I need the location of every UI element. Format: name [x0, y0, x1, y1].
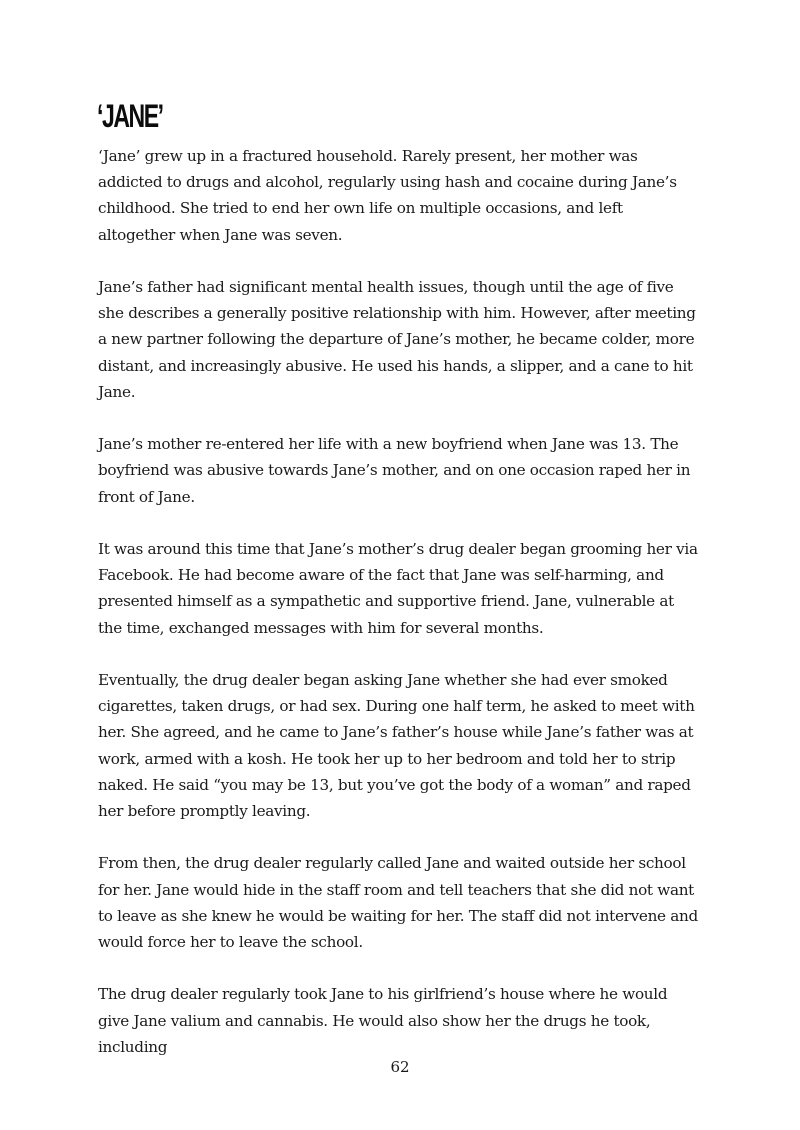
paragraph: Jane’s mother re-entered her life with a new boyfriend when Jane was 13. The boyfriend was abusive towards Jane’s mother, and on one occasion raped her in front of Jane. — [98, 435, 691, 506]
paragraph: Eventually, the drug dealer began asking Jane whether she had ever smoked cigarettes, taken drugs, or had sex. During one half term, he asked to meet with her. She agreed, and he came to Jane’s father’s house while Jane’s father was at work, armed with a kosh. He took her up to her bedroom and told her to strip naked. He said “you may be 13, but you’ve got the body of a woman” and raped her before promptly leaving. — [98, 671, 695, 821]
paragraph: Jane’s father had significant mental health issues, though until the age of five she describes a generally positive relationship with him. However, after meeting a new partner following the departure of Jane’s mother, he became colder, more distant, and increasingly abusive. He used his hands, a slipper, and a cane to hit Jane. — [98, 278, 696, 401]
paragraph: It was around this time that Jane’s mother’s drug dealer began grooming her via Facebook. He had become aware of the fact that Jane was self-harming, and presented himself as a sympathetic and supportive friend. Jane, vulnerable at the time, exchanged messages with him for several months. — [98, 540, 698, 637]
section-heading: ‘JANE’ — [97, 98, 163, 134]
paragraph: From then, the drug dealer regularly called Jane and waited outside her school for her. Jane would hide in the staff room and tell teachers that she did not want to leave as she knew he would be waiting for her. The staff did not intervene and would force her to leave the school. — [98, 854, 698, 952]
paragraph: ‘Jane’ grew up in a fractured household. Rarely present, her mother was addicted to drugs and alcohol, regularly using hash and cocaine during Jane’s childhood. She tried to end her own life on multiple occasions, and left altogether when Jane was seven. — [98, 147, 677, 244]
body-text — [98, 143, 698, 1086]
paragraph: The drug dealer regularly took Jane to his girlfriend’s house where he would give Jane valium and cannabis. He would also show her the drugs he took, including — [98, 985, 668, 1056]
page-number: 62 — [390, 1058, 410, 1076]
